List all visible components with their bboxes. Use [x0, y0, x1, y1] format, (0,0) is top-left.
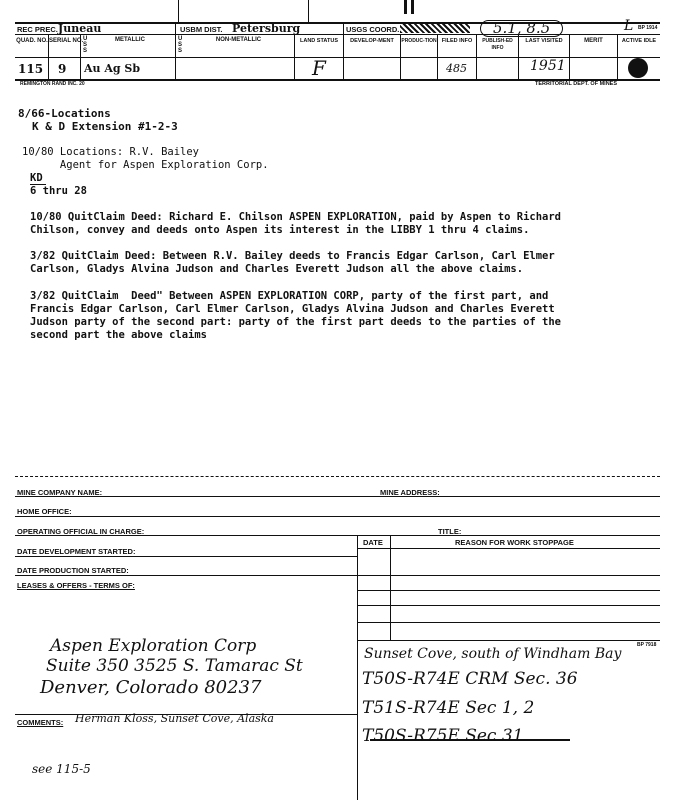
- kd-range: 6 thru 28: [30, 185, 87, 197]
- usgs-coord-label: USGS COORD.: [346, 25, 400, 34]
- col-metallic: METALLIC: [115, 37, 145, 43]
- comments-value: Herman Kloss, Sunset Cove, Alaska: [75, 712, 274, 725]
- form-number: BP 1914: [638, 25, 658, 31]
- reason-col-label: REASON FOR WORK STOPPAGE: [455, 538, 574, 547]
- row-last-visited: 1951: [530, 58, 566, 74]
- address-line-1: Aspen Exploration Corp: [50, 636, 257, 656]
- col-development: DEVELOP-MENT: [350, 38, 394, 44]
- scribble-mark: [400, 24, 470, 33]
- entry-1: 10/80 Locations: R.V. Bailey Agent for Aspen Exploration Corp.: [22, 146, 269, 171]
- operating-official-label: OPERATING OFFICIAL IN CHARGE:: [17, 527, 145, 536]
- date-prod-started-label: DATE PRODUCTION STARTED:: [17, 566, 129, 575]
- title-label: TITLE:: [438, 527, 462, 536]
- col-non-metallic: NON-METALLIC: [215, 37, 262, 43]
- row-serial: 9: [58, 62, 67, 76]
- col-production: PRODUC-TION: [401, 38, 437, 44]
- printer-line: REMINGTON RAND INC. 20: [20, 81, 85, 87]
- corner-letter: L: [624, 18, 634, 34]
- entry-4: 3/82 QuitClaim Deed" Between ASPEN EXPLORATION CORP, party of the first part, and Francis Edgar Carlson, Carl Elmer Carlson, Gladys Alvina Judson and Charles Everett Judson party of the second part: party of the first part deeds to the parties of the second part the above claims: [30, 290, 562, 341]
- mine-company-name-label: MINE COMPANY NAME:: [17, 488, 103, 497]
- strikethrough-line: [370, 739, 570, 741]
- comments-label: COMMENTS:: [17, 718, 64, 727]
- entry-2: 10/80 QuitClaim Deed: Richard E. Chilson ASPEN EXPLORATION, paid by Aspen to Richard Chilson, convey and deeds onto Aspen its interest in the LIBBY 1 thru 4 claims.: [30, 211, 562, 236]
- leases-label: LEASES & OFFERS - TERMS OF:: [17, 581, 135, 590]
- col-merit: MERIT: [584, 38, 603, 44]
- heading-locations: 8/66-Locations: [18, 107, 111, 120]
- location-line-4: T50S-R75E Sec 31: [362, 726, 524, 746]
- entry-3: 3/82 QuitClaim Deed: Between R.V. Bailey deeds to Francis Edgar Carlson, Carl Elmer Carlson, Gladys Alvina Judson and Charles Everett Judson all the above claims.: [30, 250, 555, 275]
- col-filed-info: FILED INFO: [441, 38, 473, 44]
- usbm-dist-value: Petersburg: [232, 22, 301, 35]
- col-last-visited: LAST VISITED: [525, 38, 563, 44]
- date-dev-started-label: DATE DEVELOPMENT STARTED:: [17, 547, 136, 556]
- heading-extension: K & D Extension #1-2-3: [32, 120, 178, 133]
- row-quad: 115: [18, 62, 44, 76]
- punch-hole: [628, 58, 648, 78]
- col-land-status: LAND STATUS: [300, 38, 338, 44]
- address-line-2: Suite 350 3525 S. Tamarac St: [46, 656, 303, 676]
- col-uss-1: U S S: [83, 36, 88, 54]
- see-note: see 115-5: [32, 762, 91, 776]
- row-metallic: Au Ag Sb: [84, 62, 141, 75]
- location-line-2: T50S-R74E CRM Sec. 36: [362, 669, 578, 689]
- territorial-line: TERRITORIAL DEPT. OF MINES: [535, 81, 617, 87]
- location-line-3: T51S-R74E Sec 1, 2: [362, 698, 535, 718]
- mine-address-label: MINE ADDRESS:: [380, 488, 440, 497]
- kd-note: KD: [30, 172, 43, 184]
- rec-prec-value: Juneau: [58, 22, 102, 35]
- col-serial: SERIAL NO.: [49, 38, 84, 44]
- usgs-coord-value: 5.1, 8.5: [480, 20, 563, 37]
- address-line-3: Denver, Colorado 80237: [40, 677, 262, 698]
- date-col-label: DATE: [363, 538, 383, 547]
- col-uss-2: U S S: [178, 36, 183, 54]
- usbm-dist-label: USBM DIST.: [180, 25, 223, 34]
- col-published-info: PUBLISH-ED INFO: [482, 38, 513, 51]
- row-land-status: F: [312, 56, 326, 80]
- row-filed-info: 485: [446, 62, 467, 75]
- col-quad: QUAD. NO.: [16, 38, 48, 44]
- location-line-1: Sunset Cove, south of Windham Bay: [364, 646, 622, 662]
- col-active-idle: ACTIVE IDLE: [621, 38, 657, 44]
- form-code: BP 7918: [637, 642, 657, 648]
- rec-prec-label: REC PREC.: [17, 25, 58, 34]
- home-office-label: HOME OFFICE:: [17, 507, 72, 516]
